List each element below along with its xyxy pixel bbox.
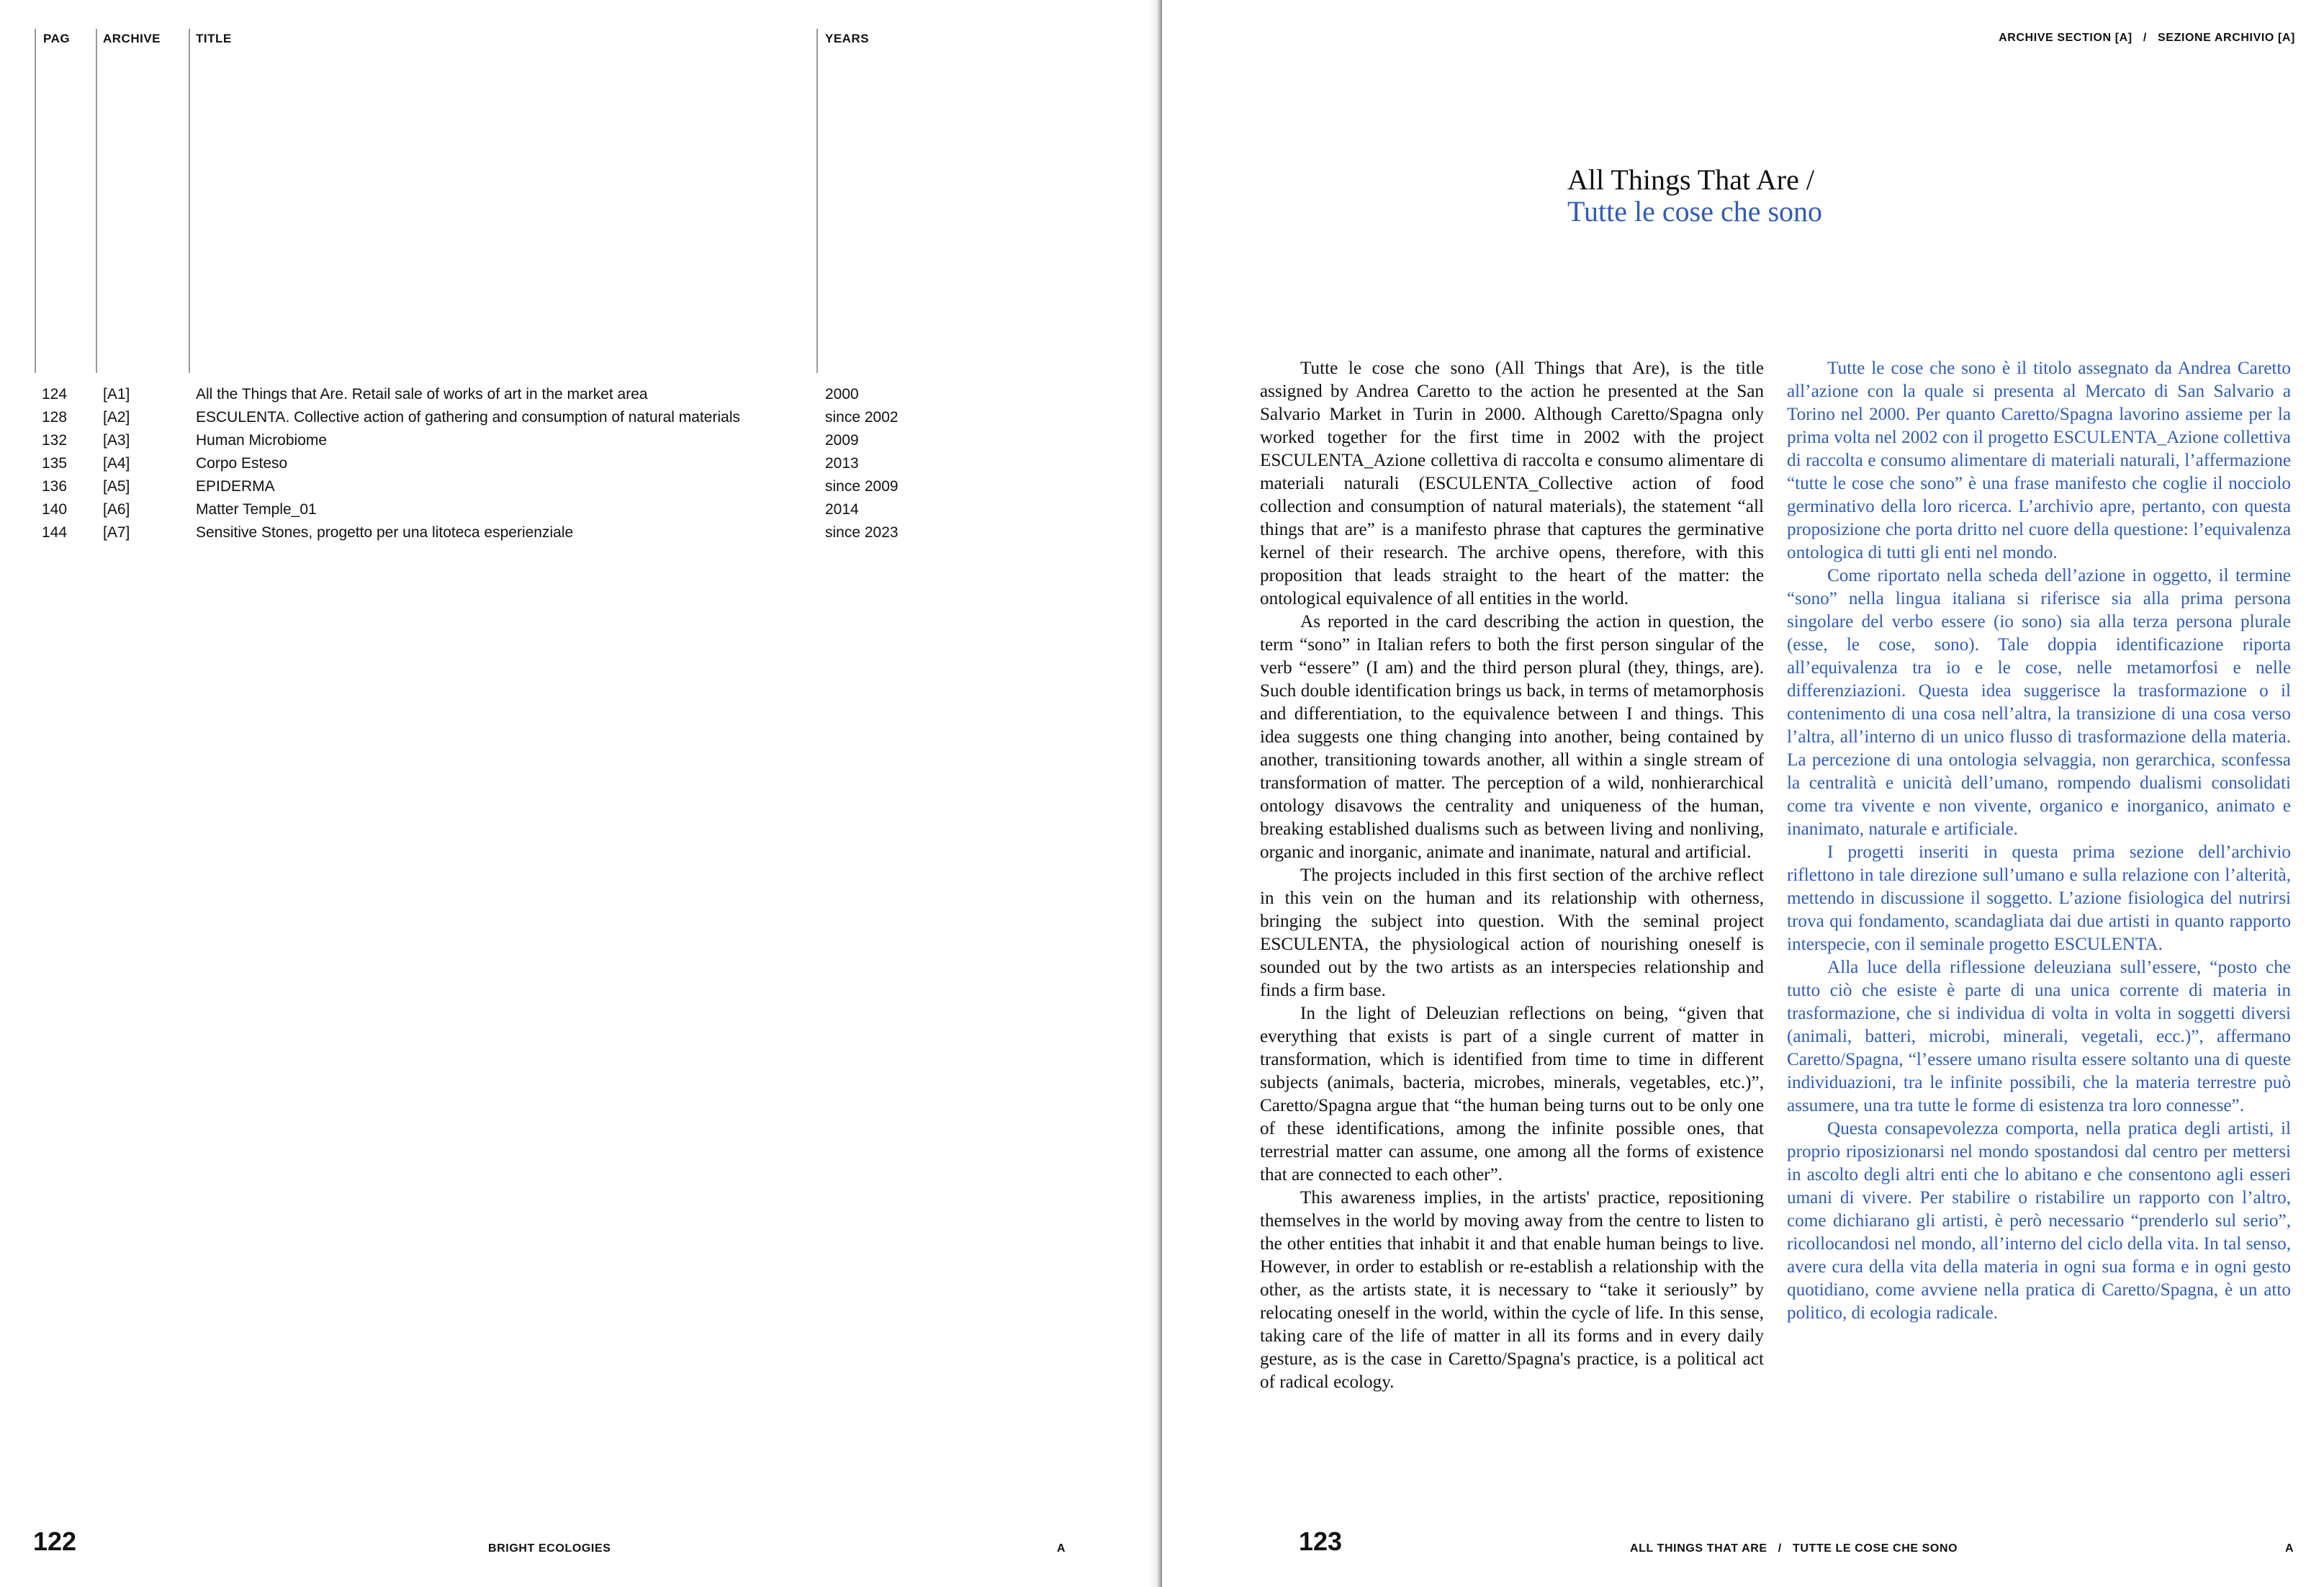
cell-title: Sensitive Stones, progetto per una litoteca esperienziale <box>196 524 574 541</box>
title-italian: Tutte le cose che sono <box>1567 195 1823 228</box>
header-years: YEARS <box>825 32 870 45</box>
cell-archive: [A5] <box>103 478 130 495</box>
column-rule <box>35 29 36 373</box>
table-row <box>0 452 1162 475</box>
cell-pag: 144 <box>42 524 68 541</box>
cell-pag: 124 <box>42 386 68 403</box>
cell-archive: [A3] <box>103 432 130 449</box>
cell-years: 2014 <box>825 501 859 518</box>
cell-archive: [A6] <box>103 501 130 518</box>
header-title: TITLE <box>196 32 232 45</box>
cell-archive: [A1] <box>103 386 130 403</box>
cell-archive: [A2] <box>103 409 130 426</box>
cell-title: Matter Temple_01 <box>196 501 317 518</box>
table-row <box>0 406 1162 429</box>
cell-title: Corpo Esteso <box>196 455 288 472</box>
english-column <box>1260 357 1764 1394</box>
cell-title: EPIDERMA <box>196 478 275 495</box>
cell-years: 2013 <box>825 455 859 472</box>
running-footer: BRIGHT ECOLOGIES <box>488 1542 611 1555</box>
table-row <box>0 429 1162 452</box>
cell-pag: 140 <box>42 501 68 518</box>
italian-column <box>1787 357 2291 1325</box>
cell-pag: 136 <box>42 478 68 495</box>
header-pag: PAG <box>43 32 71 45</box>
cell-years: 2009 <box>825 432 859 449</box>
table-row <box>0 383 1162 406</box>
cell-years: since 2009 <box>825 478 898 495</box>
cell-archive: [A7] <box>103 524 130 541</box>
cell-title: All the Things that Are. Retail sale of works of art in the market area <box>196 386 648 403</box>
table-row <box>0 521 1162 544</box>
cell-years: since 2023 <box>825 524 898 541</box>
cell-pag: 128 <box>42 409 68 426</box>
running-footer: ALL THINGS THAT ARE / TUTTE LE COSE CHE SONO <box>1630 1542 1958 1555</box>
table-row <box>0 498 1162 521</box>
page-number: 123 <box>1299 1527 1343 1556</box>
title-english: All Things That Are / <box>1567 163 1814 196</box>
paragraph: In the light of Deleuzian reflections on being, “given that everything that exists is part of a single current of matter in transformation, which is identified from time to time in different subjects (animals, bacteria, microbes, minerals, vegetables, etc.)”, Caretto/Spagna argue that “the human being turns out to be only one of these identifications, among the infinite possible ones, that terrestrial matter can assume, one among all the forms of existence that are connected to each other”. <box>1260 1004 1764 1184</box>
header-archive: ARCHIVE <box>103 32 161 45</box>
paragraph: Tutte le cose che sono è il titolo assegnato da Andrea Caretto all’azione con la quale si presenta al Mercato di San Salvario a Torino nel 2000. Per quanto Caretto/Spagna lavorino assieme per la prima volta nel 2002 con il progetto ESCULENTA_Azione collettiva di raccolta e consumo alimentare di materiali naturali, l’affermazione “tutte le cose che sono” è una frase manifesto che coglie il nocciolo germinativo della loro ricerca. L’archivio apre, pertanto, con questa proposizione che porta dritto nel cuore della questione: l’equivalenza ontologica di tutti gli enti nel mondo. <box>1787 359 2291 562</box>
table-row <box>0 475 1162 498</box>
paragraph: This awareness implies, in the artists' practice, repositioning themselves in the world by moving away from the centre to listen to the other entities that inhabit it and that enable human beings to live. However, in order to establish or re-establish a relationship with the other, as the artists state, it is necessary to “take it seriously” by relocating oneself in the world, within the cycle of life. In this sense, taking care of the life of matter in all its forms and in every daily gesture, as is the case in Caretto/Spagna's practice, is a political act of radical ecology. <box>1260 1188 1764 1392</box>
section-letter: A <box>2285 1542 2294 1555</box>
column-rule <box>96 29 97 373</box>
cell-pag: 135 <box>42 455 68 472</box>
page-number: 122 <box>33 1527 77 1556</box>
cell-pag: 132 <box>42 432 68 449</box>
cell-years: 2000 <box>825 386 859 403</box>
right-page <box>1162 0 2324 1587</box>
cell-years: since 2002 <box>825 409 898 426</box>
paragraph: I progetti inseriti in questa prima sezione dell’archivio riflettono in tale direzione sull’umano e sulla relazione con l’alterità, mettendo in discussione il soggetto. L’azione fisiologica del nutrirsi trova qui fondamento, scandagliata dai due artisti in quanto rapporto interspecie, con il seminale progetto ESCULENTA. <box>1787 842 2291 954</box>
column-rule <box>189 29 190 373</box>
section-header: ARCHIVE SECTION [A] / SEZIONE ARCHIVIO [A] <box>1999 32 2295 44</box>
paragraph: Questa consapevolezza comporta, nella pratica degli artisti, il proprio riposizionarsi nel mondo spostandosi dal centro per mettersi in ascolto degli altri enti che lo abitano e che consentono agli esseri umani di vivere. Per stabilire o ristabilire un rapporto con l’altro, come dichiarano gli artisti, è però necessario “prenderlo sul serio”, ricollocandosi nel mondo, all’interno del ciclo della vita. In tal senso, avere cura della vita della materia in ogni sua forma e in ogni gesto quotidiano, come avviene nella pratica di Caretto/Spagna, è un atto politico, di ecologia radicale. <box>1787 1119 2291 1323</box>
paragraph: Come riportato nella scheda dell’azione in oggetto, il termine “sono” nella lingua italiana si riferisce sia alla prima persona singolare del verbo essere (io sono) sia alla terza persona plurale (esse, le cose, sono). Tale doppia identificazione riporta all’equivalenza tra io e le cose, nelle metamorfosi e nelle differenziazioni. Questa idea suggerisce la trasformazione o il contenimento di una cosa nell’altra, la transizione di una cosa verso l’altra, all’interno di un unico flusso di trasformazione della materia. La percezione di una ontologia selvaggia, non gerarchica, sconfessa la centralità e unicità dell’umano, rompendo dualismi consolidati come tra vivente e non vivente, organico e inorganico, animato e inanimato, naturale e artificiale. <box>1787 566 2291 839</box>
paragraph: Alla luce della riflessione deleuziana sull’essere, “posto che tutto ciò che esiste è parte di una unica corrente di materia in trasformazione, che si individua di volta in volta in soggetti diversi (animali, batteri, microbi, minerali, vegetali, ecc.)”, affermano Caretto/Spagna, “l’essere umano risulta essere soltanto una di queste individuazioni, tra le infinite possibili, che la materia terrestre può assumere, una tra tutte le forme di esistenza tra loro connesse”. <box>1787 958 2291 1115</box>
section-letter: A <box>1057 1542 1066 1555</box>
cell-title: Human Microbiome <box>196 432 328 449</box>
paragraph: The projects included in this first section of the archive reflect in this vein on the human and its relationship with otherness, bringing the subject into question. With the seminal project ESCULENTA, the physiological action of nourishing oneself is sounded out by the two artists as an interspecies relationship and finds a firm base. <box>1260 866 1764 1000</box>
cell-archive: [A4] <box>103 455 130 472</box>
column-rule <box>816 29 818 373</box>
paragraph: As reported in the card describing the action in question, the term “sono” in Italian refers to both the first person singular of the verb “essere” (I am) and the third person plural (they, things, are). Such double identification brings us back, in terms of metamorphosis and differentiation, to the equivalence between I and things. This idea suggests one thing changing into another, being contained by another, transitioning towards another, all within a single stream of transformation of matter. The perception of a wild, nonhierarchical ontology disavows the centrality and uniqueness of the human, breaking established dualisms such as between living and nonliving, organic and inorganic, animate and inanimate, natural and artificial. <box>1260 612 1764 862</box>
paragraph: Tutte le cose che sono (All Things that Are), is the title assigned by Andrea Caretto to the action he presented at the San Salvario Market in Turin in 2000. Although Caretto/Spagna only worked together for the first time in 2002 with the project ESCULENTA_Azione collettiva di raccolta e consumo alimentare di materiali naturali (ESCULENTA_Collective action of food collection and consumption of natural materials), the statement “all things that are” is a manifesto phrase that captures the germinative kernel of their research. The archive opens, therefore, with this proposition that leads straight to the heart of the matter: the ontological equivalence of all entities in the world. <box>1260 359 1764 608</box>
page-title <box>1567 164 2064 228</box>
cell-title: ESCULENTA. Collective action of gathering and consumption of natural materials <box>196 409 740 426</box>
